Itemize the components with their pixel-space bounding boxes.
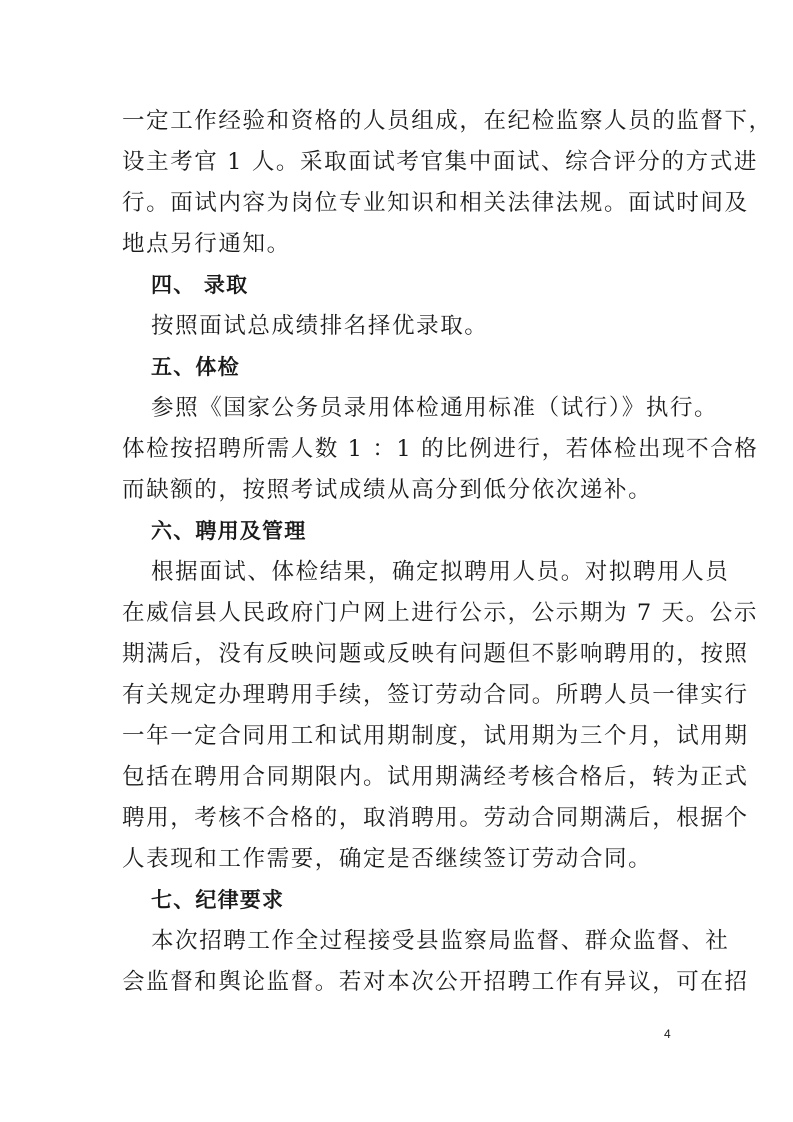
section-heading-medical-exam: 五、体检 [151, 355, 240, 379]
body-text-line: 会监督和舆论监督。若对本次公开招聘工作有异议，可在招 [122, 969, 749, 995]
section-heading-discipline: 七、纪律要求 [151, 888, 285, 912]
body-text-line: 根据面试、体检结果，确定拟聘用人员。对拟聘用人员 [151, 559, 730, 585]
body-text-line: 参照《国家公务员录用体检通用标准（试行）》执行。 [151, 395, 719, 421]
body-text-line: 有关规定办理聘用手续，签订劳动合同。所聘人员一律实行 [122, 682, 749, 708]
section-heading-employment-management: 六、聘用及管理 [151, 519, 307, 543]
body-text-line: 一定工作经验和资格的人员组成，在纪检监察人员的监督下， [122, 108, 773, 134]
body-text-line: 期满后，没有反映问题或反映有问题但不影响聘用的，按照 [122, 641, 749, 667]
body-text-line: 行。面试内容为岗位专业知识和相关法律法规。面试时间及 [122, 190, 749, 216]
body-text-line: 地点另行通知。 [122, 231, 291, 257]
body-text-line: 设主考官 1 人。采取面试考官集中面试、综合评分的方式进 [122, 149, 758, 175]
body-text-line: 而缺额的，按照考试成绩从高分到低分依次递补。 [122, 477, 653, 503]
page-number: 4 [664, 1027, 671, 1041]
body-text-line: 聘用，考核不合格的，取消聘用。劳动合同期满后，根据个 [122, 805, 749, 831]
body-text-line: 按照面试总成绩排名择优录取。 [151, 313, 489, 339]
section-heading-admission: 四、 录取 [151, 273, 249, 297]
body-text-line: 包括在聘用合同期限内。试用期满经考核合格后，转为正式 [122, 764, 749, 790]
body-text-line: 体检按招聘所需人数 1 ：1 的比例进行，若体检出现不合格 [122, 436, 759, 462]
body-text-line: 本次招聘工作全过程接受县监察局监督、群众监督、社 [151, 928, 730, 954]
body-text-line: 人表现和工作需要，确定是否继续签订劳动合同。 [122, 846, 653, 872]
body-text-line: 在威信县人民政府门户网上进行公示，公示期为 7 天。公示 [122, 600, 758, 626]
body-text-line: 一年一定合同用工和试用期制度，试用期为三个月，试用期 [122, 723, 749, 749]
